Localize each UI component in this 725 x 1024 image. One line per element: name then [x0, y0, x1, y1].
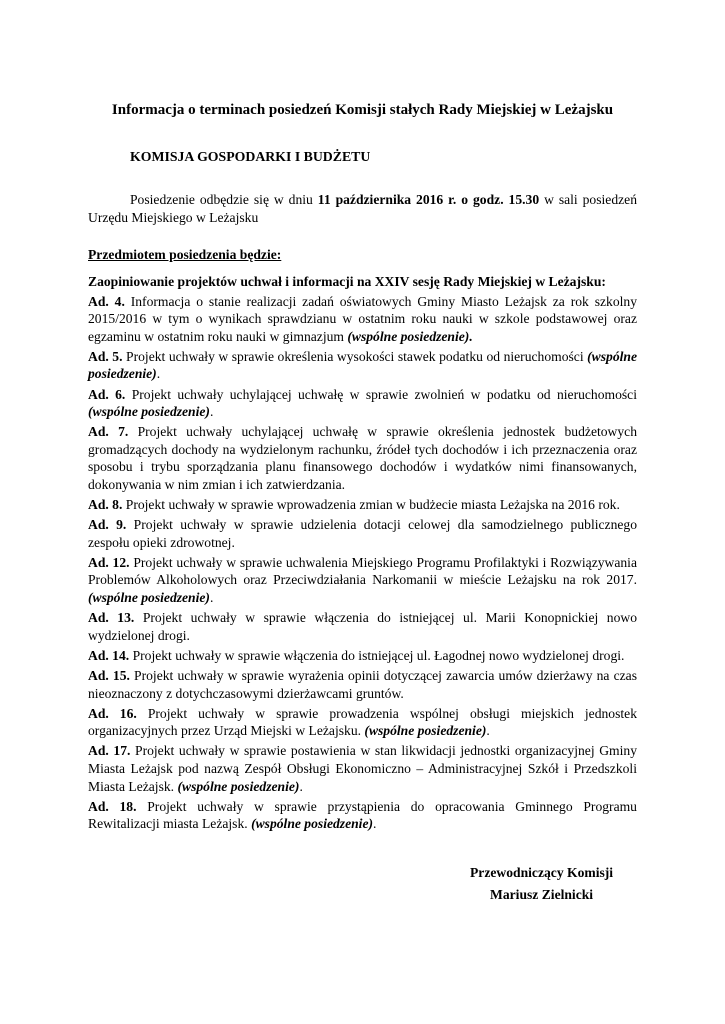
agenda-item-number: Ad. 14. — [88, 647, 130, 663]
signature-role: Przewodniczący Komisji — [470, 865, 614, 880]
agenda-item-text: Projekt uchwały w sprawie określenia wysokości stawek podatku od nieruchomości — [122, 348, 588, 364]
joint-session-note: (wspólne posiedzenie) — [88, 590, 210, 606]
joint-session-note: (wspólne posiedzenie) — [88, 404, 210, 420]
agenda-item-text: Projekt uchwały w sprawie prowadzenia wspólnej obsługi miejskich jednostek organizacyjnych przez Urząd Miejski w Leżajsku. — [88, 705, 638, 739]
meeting-date-time: 11 października 2016 r. o godz. 15.30 — [317, 192, 540, 208]
agenda-item-punctuation: . — [209, 590, 214, 606]
agenda-item-punctuation: . — [486, 723, 490, 739]
agenda-item — [88, 705, 637, 740]
agenda-item — [88, 742, 637, 795]
agenda-item-punctuation: . — [299, 778, 303, 794]
agenda-item-text: Projekt uchwały uchylającej uchwałę w sprawie zwolnień w podatku od nieruchomości — [125, 386, 637, 402]
agenda-item-text: Projekt uchwały w sprawie wyrażenia opinii dotyczącej zawarcia umów dzierżawy na czas nieoznaczony z dotychczasowymi dzierżawcami gruntów. — [88, 667, 637, 701]
agenda-item-number: Ad. 17. — [88, 743, 131, 759]
agenda-list — [88, 293, 637, 833]
agenda-item-number: Ad. 18. — [88, 798, 137, 814]
agenda-item — [88, 798, 637, 833]
document-title: Informacja o terminach posiedzeń Komisji stałych Rady Miejskiej w Leżajsku — [111, 102, 614, 118]
agenda-item-punctuation: . — [209, 404, 214, 420]
joint-session-note: (wspólne posiedzenie). — [347, 328, 473, 344]
agenda-item-text: Informacja o stanie realizacji zadań oświatowych Gminy Miasto Leżajsk za rok szkolny 2015/2016 w tym o wynikach sprawdzianu w ostatnim roku nauki w szkole podstawowej oraz egzaminu w ostatnim roku nauki w gimnazjum — [88, 293, 638, 344]
joint-session-note: (wspólne posiedzenie) — [88, 348, 637, 382]
signature-block — [470, 862, 640, 906]
subject-label: Przedmiotem posiedzenia będzie: — [88, 247, 282, 263]
agenda-item-punctuation: . — [156, 366, 161, 382]
agenda-item-number: Ad. 16. — [88, 705, 137, 721]
joint-session-note: (wspólne posiedzenie) — [177, 778, 300, 794]
document-body — [88, 102, 637, 835]
agenda-item-number: Ad. 13. — [88, 610, 135, 626]
agenda-item — [88, 348, 637, 383]
agenda-item — [88, 609, 637, 644]
agenda-item — [88, 647, 637, 665]
agenda-item — [88, 667, 637, 702]
agenda-item — [88, 554, 637, 607]
joint-session-note: (wspólne posiedzenie) — [251, 816, 374, 832]
meeting-suffix: w sali posiedzeń Urzędu Miejskiego w Leżajsku — [88, 192, 637, 225]
agenda-item-text: Projekt uchwały w sprawie udzielenia dotacji celowej dla samodzielnego publicznego zespołu opieki zdrowotnej. — [88, 517, 637, 550]
agenda-item-text: Projekt uchwały w sprawie włączenia do istniejącej ul. Łagodnej nowo wydzielonej drogi. — [129, 647, 625, 663]
agenda-item — [88, 496, 637, 514]
agenda-item — [88, 423, 637, 493]
committee-name: KOMISJA GOSPODARKI I BUDŻETU — [130, 148, 371, 164]
agenda-item-number: Ad. 15. — [88, 667, 130, 683]
meeting-prefix: Posiedzenie odbędzie się w dniu — [130, 192, 318, 208]
agenda-item-number: Ad. 6. — [88, 386, 126, 402]
agenda-item-number: Ad. 4. — [88, 293, 125, 309]
signature-name: Mariusz Zielnicki — [490, 887, 594, 902]
agenda-item — [88, 516, 637, 551]
agenda-item-text: Projekt uchwały w sprawie wprowadzenia zmian w budżecie miasta Leżajska na 2016 rok. — [122, 497, 620, 513]
agenda-item-text: Projekt uchwały w sprawie włączenia do istniejącej ul. Marii Konopnickiej nowo wydzielonej drogi. — [88, 610, 637, 643]
agenda-item — [88, 386, 637, 421]
agenda-item-number: Ad. 12. — [88, 554, 130, 570]
agenda-item-text: Projekt uchwały w sprawie postawienia w stan likwidacji jednostki organizacyjnej Gminy Miasta Leżajsk pod nazwą Zespół Obsługi Ekonomiczno – Administracyjnej Szkół i Przedszkoli Miasta Leżajsk. — [88, 743, 637, 794]
agenda-item-text: Projekt uchwały w sprawie przystąpienia do opracowania Gminnego Programu Rewitalizacji miasta Leżajsk. — [88, 798, 637, 832]
agenda-item-number: Ad. 9. — [88, 517, 127, 533]
meeting-info — [88, 191, 637, 226]
agenda-item-text: Projekt uchwały w sprawie uchwalenia Miejskiego Programu Profilaktyki i Rozwiązywania Problemów Alkoholowych oraz Przeciwdziałania Narkomanii w mieście Leżajsku na rok 2017. — [88, 554, 637, 588]
agenda-item-number: Ad. 5. — [88, 348, 123, 364]
joint-session-note: (wspólne posiedzenie) — [364, 723, 487, 739]
agenda-item-text: Projekt uchwały uchylającej uchwałę w sprawie określenia jednostek budżetowych gromadzących dochody na wydzielonym rachunku, źródeł tych dochodów i ich przeznaczenia oraz sposobu i trybu sporządzania planu finansowego dochodów i wydatków nimi finansowanych, dokonywania w nim zmian i ich zatwierdzania. — [88, 424, 637, 492]
agenda-item-number: Ad. 7. — [88, 424, 129, 440]
agenda-item-number: Ad. 8. — [88, 497, 123, 513]
agenda-intro: Zaopiniowanie projektów uchwał i informacji na XXIV sesję Rady Miejskiej w Leżajsku: — [88, 273, 606, 289]
agenda-item — [88, 293, 637, 346]
agenda-item-punctuation: . — [373, 816, 377, 832]
